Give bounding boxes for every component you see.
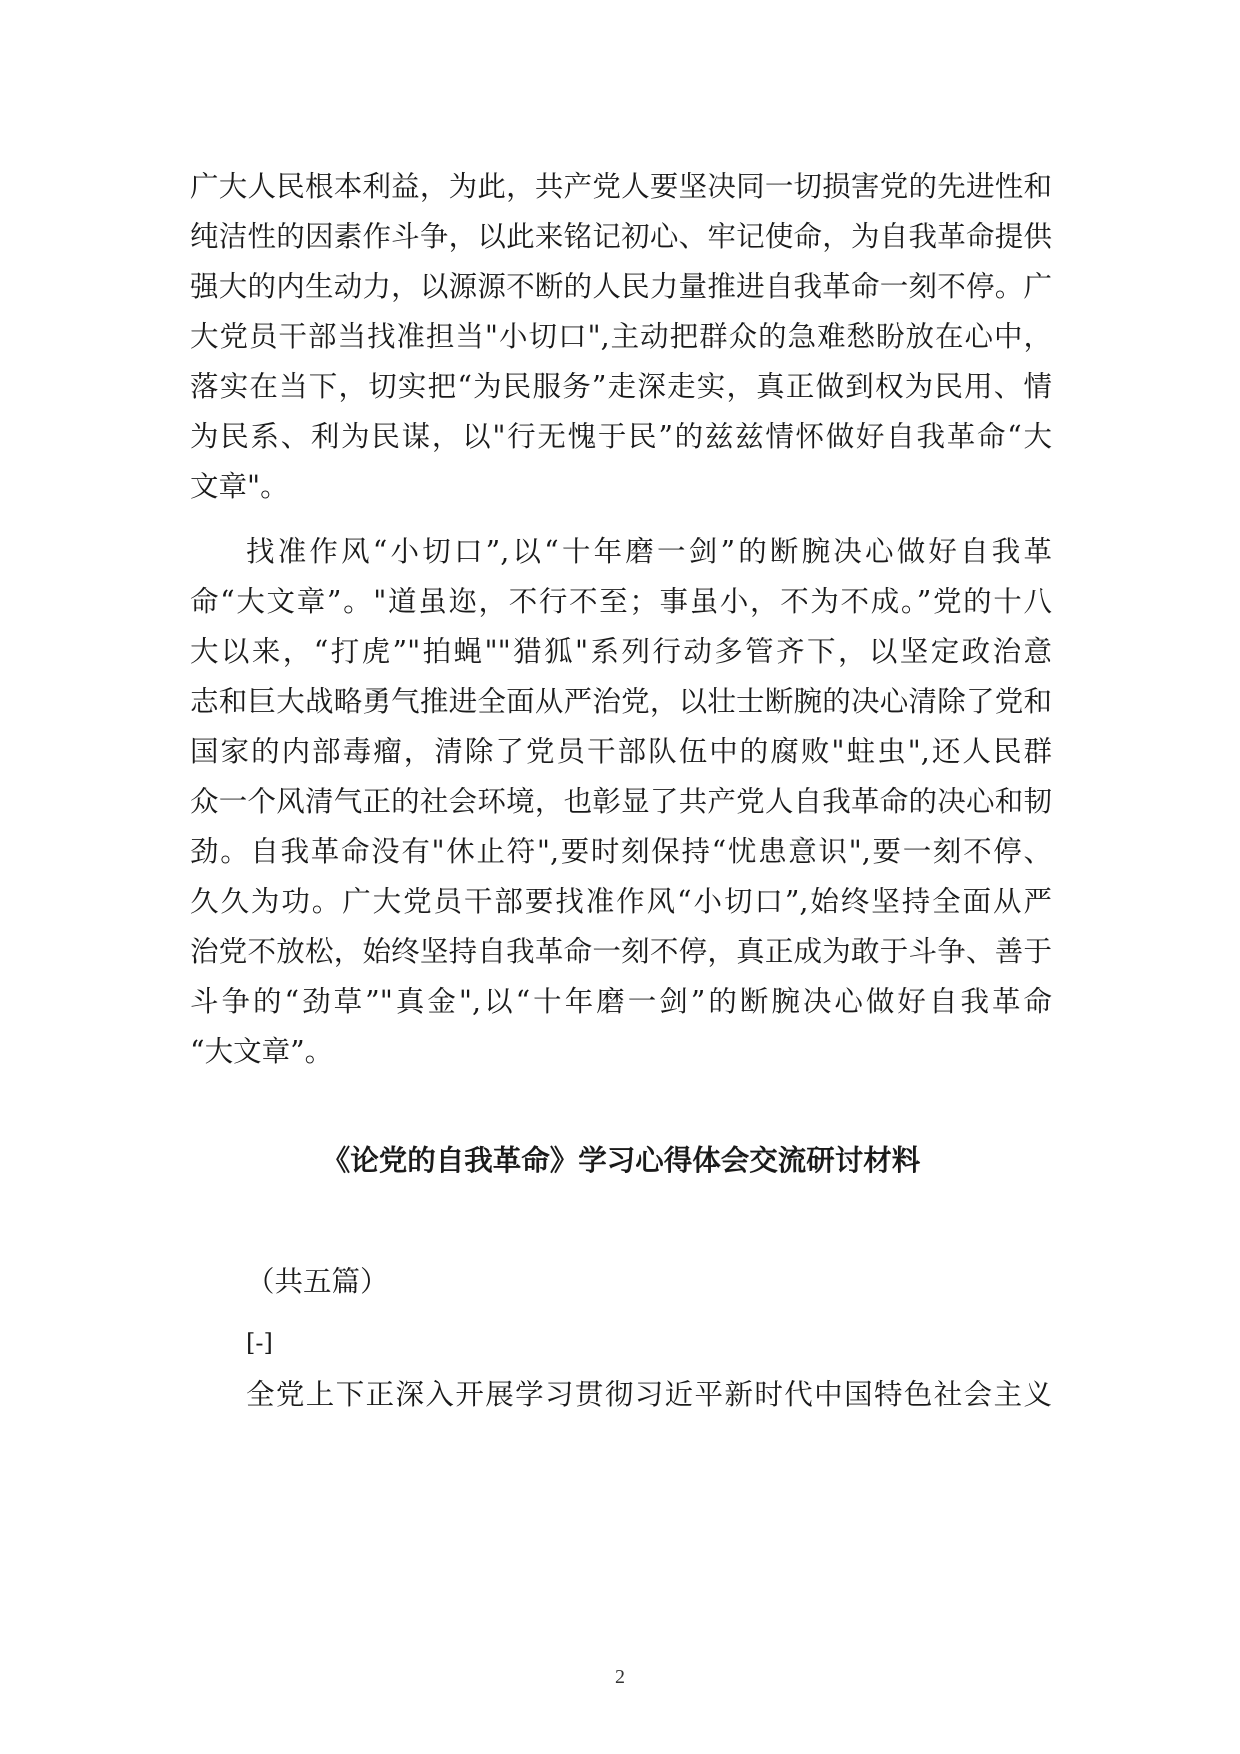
section-marker: [-] <box>246 1329 273 1357</box>
paragraph-line: 众一个风清气正的社会环境，也彰显了共产党人自我革命的决心和韧 <box>190 785 1052 818</box>
paragraph-line: “大文章”。 <box>190 1035 334 1068</box>
paragraph-line: 文章"。 <box>190 470 289 503</box>
paragraph-line: 广大人民根本利益，为此，共产党人要坚决同一切损害党的先进性和 <box>190 170 1052 203</box>
paragraph-line: 纯洁性的因素作斗争，以此来铭记初心、牢记使命，为自我革命提供 <box>190 220 1052 253</box>
paragraph-line: 久久为功。广大党员干部要找准作风“小切口”,始终坚持全面从严 <box>190 885 1052 918</box>
opening-line: 全党上下正深入开展学习贯彻习近平新时代中国特色社会主义 <box>246 1378 1052 1411</box>
document-title: 《论党的自我革命》学习心得体会交流研讨材料 <box>321 1144 921 1177</box>
paragraph-line: 强大的内生动力，以源源不断的人民力量推进自我革命一刻不停。广 <box>190 270 1052 303</box>
paragraph-line: 国家的内部毒瘤，清除了党员干部队伍中的腐败"蛀虫",还人民群 <box>190 735 1052 768</box>
paragraph-line: 找准作风“小切口”,以“十年磨一剑”的断腕决心做好自我革 <box>246 535 1052 568</box>
paragraph-line: 落实在当下，切实把“为民服务”走深走实，真正做到权为民用、情 <box>190 370 1052 403</box>
page-number: 2 <box>615 1666 625 1688</box>
paragraph-line: 为民系、利为民谋，以"行无愧于民”的兹兹情怀做好自我革命“大 <box>190 420 1052 453</box>
paragraph-line: 大以来，“打虎”"拍蝇""猎狐"系列行动多管齐下，以坚定政治意 <box>190 635 1052 668</box>
paragraph-line: 大党员干部当找准担当"小切口",主动把群众的急难愁盼放在心中， <box>190 320 1052 353</box>
paragraph-line: 治党不放松，始终坚持自我革命一刻不停，真正成为敢于斗争、善于 <box>190 935 1052 968</box>
paragraph-line: 斗争的“劲草”"真金",以“十年磨一剑”的断腕决心做好自我革命 <box>190 985 1052 1018</box>
paragraph-line: 志和巨大战略勇气推进全面从严治党，以壮士断腕的决心清除了党和 <box>190 685 1052 718</box>
paragraph-line: 命“大文章”。"道虽迩，不行不至；事虽小，不为不成。”党的十八 <box>190 585 1052 618</box>
paragraph-line: 劲。自我革命没有"休止符",要时刻保持“忧患意识",要一刻不停、 <box>190 835 1052 868</box>
document-subtitle: （共五篇） <box>246 1265 389 1298</box>
